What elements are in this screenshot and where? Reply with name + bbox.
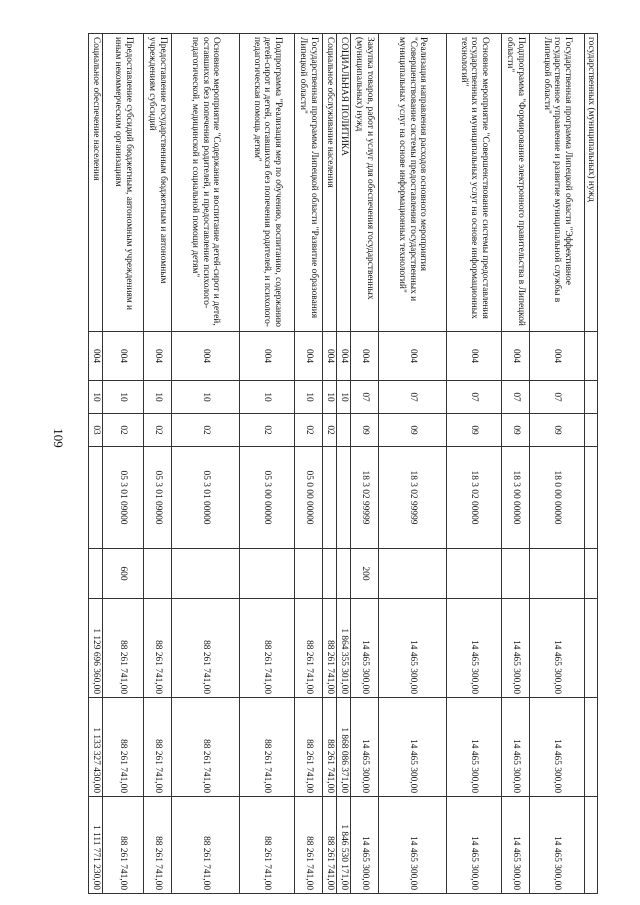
cell-amount-1: 14 465 300,00 xyxy=(447,599,502,698)
cell-expense-type xyxy=(172,549,240,599)
cell-amount-2: 88 261 741,00 xyxy=(323,698,337,797)
cell-section: 07 xyxy=(379,381,447,414)
cell-name: Закупка товаров, работ и услуг для обеспечения государственных (муниципальных) нужд xyxy=(351,34,379,332)
cell-ministry: 004 xyxy=(103,332,144,381)
cell-target-article: 05 0 00 00000 xyxy=(295,447,323,549)
cell-amount-2: 88 261 741,00 xyxy=(144,698,172,797)
cell-name: Предоставление государственным бюджетным и автономным учреждениям субсидий xyxy=(144,34,172,332)
cell-amount-1: 14 465 300,00 xyxy=(379,599,447,698)
cell-amount-2: 88 261 741,00 xyxy=(103,698,144,797)
cell-ministry: 004 xyxy=(502,332,530,381)
cell-ministry: 004 xyxy=(240,332,295,381)
cell-expense-type xyxy=(379,549,447,599)
cell-expense-type xyxy=(447,549,502,599)
cell-subsection: 03 xyxy=(89,414,103,447)
cell-amount-2: 88 261 741,00 xyxy=(240,698,295,797)
cell-amount-2: 14 465 300,00 xyxy=(530,698,585,797)
cell-name: СОЦИАЛЬНАЯ ПОЛИТИКА xyxy=(337,34,351,332)
cell-amount-2: 1 133 327 430,00 xyxy=(89,698,103,797)
table-row xyxy=(585,34,598,894)
cell-amount-1: 88 261 741,00 xyxy=(295,599,323,698)
cell-name: государственных (муниципальных) нужд xyxy=(585,34,598,332)
cell-amount-1: 88 261 741,00 xyxy=(103,599,144,698)
cell-section: 10 xyxy=(323,381,337,414)
cell-name: Основное мероприятие "Содержание и воспитание детей-сирот и детей, оставшихся без попечения родителей, и предоставление психолого-педагогической, медицинской и социальной помощи детям" xyxy=(172,34,240,332)
cell-amount-2: 14 465 300,00 xyxy=(351,698,379,797)
cell-amount-1: 1 864 355 301,00 xyxy=(337,599,351,698)
cell-amount-1: 14 465 300,00 xyxy=(351,599,379,698)
cell-subsection: 02 xyxy=(323,414,337,447)
cell-section: 10 xyxy=(144,381,172,414)
cell-ministry: 004 xyxy=(144,332,172,381)
table-row xyxy=(295,34,323,894)
cell-subsection: 02 xyxy=(144,414,172,447)
cell-section xyxy=(585,381,598,414)
cell-target-article: 18 3 02 00000 xyxy=(447,447,502,549)
table-row xyxy=(447,34,502,894)
cell-section: 10 xyxy=(337,381,351,414)
cell-amount-1 xyxy=(585,599,598,698)
cell-amount-3: 14 465 300,00 xyxy=(530,797,585,894)
cell-section: 07 xyxy=(502,381,530,414)
cell-expense-type xyxy=(337,549,351,599)
cell-name: Основное мероприятие "Совершенствование системы предоставления государственных и муниципальных услуг на основе информационных технологий" xyxy=(447,34,502,332)
table-row xyxy=(323,34,337,894)
cell-subsection: 09 xyxy=(502,414,530,447)
budget-table xyxy=(88,33,598,894)
table-body xyxy=(89,34,598,894)
cell-subsection xyxy=(337,414,351,447)
cell-amount-1: 1 129 696 360,00 xyxy=(89,599,103,698)
rotated-page-content xyxy=(90,33,598,893)
table-row xyxy=(351,34,379,894)
cell-target-article: 18 3 02 99999 xyxy=(379,447,447,549)
cell-amount-3: 88 261 741,00 xyxy=(323,797,337,894)
cell-ministry: 004 xyxy=(295,332,323,381)
cell-amount-2: 88 261 741,00 xyxy=(172,698,240,797)
cell-amount-1: 14 465 300,00 xyxy=(530,599,585,698)
cell-amount-3: 1 846 530 171,00 xyxy=(337,797,351,894)
cell-subsection: 09 xyxy=(351,414,379,447)
cell-ministry: 004 xyxy=(172,332,240,381)
cell-subsection: 09 xyxy=(379,414,447,447)
cell-expense-type xyxy=(530,549,585,599)
cell-name: Подпрограмма "Реализация мер по обучению, воспитанию, содержанию детей-сирот и детей, оставшихся без попечения родителей, и психолого-педагогическая помощь детям" xyxy=(240,34,295,332)
table-row xyxy=(502,34,530,894)
cell-target-article: 18 3 02 99999 xyxy=(351,447,379,549)
cell-target-article xyxy=(323,447,337,549)
cell-section: 10 xyxy=(295,381,323,414)
cell-amount-1: 88 261 741,00 xyxy=(144,599,172,698)
cell-ministry xyxy=(585,332,598,381)
cell-ministry: 004 xyxy=(447,332,502,381)
table-row xyxy=(240,34,295,894)
cell-amount-2: 14 465 300,00 xyxy=(447,698,502,797)
cell-amount-1: 14 465 300,00 xyxy=(502,599,530,698)
cell-ministry: 004 xyxy=(323,332,337,381)
cell-ministry: 004 xyxy=(530,332,585,381)
cell-name: Подпрограмма "Формирование электронного правительства в Липецкой области" xyxy=(502,34,530,332)
cell-section: 07 xyxy=(530,381,585,414)
cell-ministry: 004 xyxy=(89,332,103,381)
cell-name: Социальное обеспечение населения xyxy=(89,34,103,332)
cell-amount-2 xyxy=(585,698,598,797)
cell-subsection: 02 xyxy=(295,414,323,447)
cell-name: Социальное обслуживание населения xyxy=(323,34,337,332)
cell-amount-3: 88 261 741,00 xyxy=(172,797,240,894)
cell-ministry: 004 xyxy=(379,332,447,381)
cell-target-article: 05 3 01 09000 xyxy=(103,447,144,549)
cell-amount-3: 14 465 300,00 xyxy=(379,797,447,894)
table-row xyxy=(89,34,103,894)
cell-subsection: 09 xyxy=(447,414,502,447)
cell-name: Государственная программа Липецкой области "Развитие образования Липецкой области" xyxy=(295,34,323,332)
cell-amount-2: 14 465 300,00 xyxy=(379,698,447,797)
cell-target-article: 05 3 00 00000 xyxy=(240,447,295,549)
cell-target-article: 18 0 00 00000 xyxy=(530,447,585,549)
cell-amount-2: 1 868 086 371,00 xyxy=(337,698,351,797)
cell-subsection: 09 xyxy=(530,414,585,447)
cell-expense-type xyxy=(89,549,103,599)
table-row xyxy=(379,34,447,894)
table-row xyxy=(530,34,585,894)
cell-subsection: 02 xyxy=(103,414,144,447)
cell-target-article xyxy=(585,447,598,549)
cell-amount-3: 14 465 300,00 xyxy=(447,797,502,894)
cell-expense-type: 600 xyxy=(103,549,144,599)
cell-section: 10 xyxy=(103,381,144,414)
cell-expense-type: 200 xyxy=(351,549,379,599)
cell-amount-3: 88 261 741,00 xyxy=(103,797,144,894)
page-number: 109 xyxy=(51,428,66,448)
cell-target-article: 05 3 01 00000 xyxy=(172,447,240,549)
cell-target-article: 18 3 00 00000 xyxy=(502,447,530,549)
cell-section: 07 xyxy=(351,381,379,414)
cell-expense-type xyxy=(144,549,172,599)
cell-section: 10 xyxy=(172,381,240,414)
cell-amount-3: 1 111 771 230,00 xyxy=(89,797,103,894)
cell-expense-type xyxy=(585,549,598,599)
cell-amount-1: 88 261 741,00 xyxy=(323,599,337,698)
cell-name: Реализация направления расходов основного мероприятия "Совершенствование системы предоставления государственных и муниципальных услуг на основе информационных технологий" xyxy=(379,34,447,332)
cell-target-article xyxy=(89,447,103,549)
cell-target-article xyxy=(337,447,351,549)
cell-expense-type xyxy=(323,549,337,599)
cell-name: Предоставление субсидий бюджетным, автономным учреждениям и иным некоммерческим организациям xyxy=(103,34,144,332)
cell-amount-3: 14 465 300,00 xyxy=(502,797,530,894)
cell-amount-3: 88 261 741,00 xyxy=(240,797,295,894)
cell-expense-type xyxy=(502,549,530,599)
cell-amount-1: 88 261 741,00 xyxy=(172,599,240,698)
cell-amount-2: 88 261 741,00 xyxy=(295,698,323,797)
table-row xyxy=(337,34,351,894)
cell-name: Государственная программа Липецкой области "Эффективное государственное управление и развитие муниципальной службы в Липецкой области" xyxy=(530,34,585,332)
cell-ministry: 004 xyxy=(337,332,351,381)
cell-amount-3 xyxy=(585,797,598,894)
cell-section: 07 xyxy=(447,381,502,414)
table-row xyxy=(172,34,240,894)
table-row xyxy=(144,34,172,894)
cell-expense-type xyxy=(295,549,323,599)
cell-ministry: 004 xyxy=(351,332,379,381)
cell-amount-3: 14 465 300,00 xyxy=(351,797,379,894)
cell-target-article: 05 3 01 09000 xyxy=(144,447,172,549)
cell-subsection: 02 xyxy=(240,414,295,447)
cell-subsection xyxy=(585,414,598,447)
cell-section: 10 xyxy=(89,381,103,414)
cell-amount-1: 88 261 741,00 xyxy=(240,599,295,698)
cell-amount-3: 88 261 741,00 xyxy=(295,797,323,894)
cell-expense-type xyxy=(240,549,295,599)
table-row xyxy=(103,34,144,894)
cell-amount-3: 88 261 741,00 xyxy=(144,797,172,894)
cell-section: 10 xyxy=(240,381,295,414)
cell-amount-2: 14 465 300,00 xyxy=(502,698,530,797)
cell-subsection: 02 xyxy=(172,414,240,447)
